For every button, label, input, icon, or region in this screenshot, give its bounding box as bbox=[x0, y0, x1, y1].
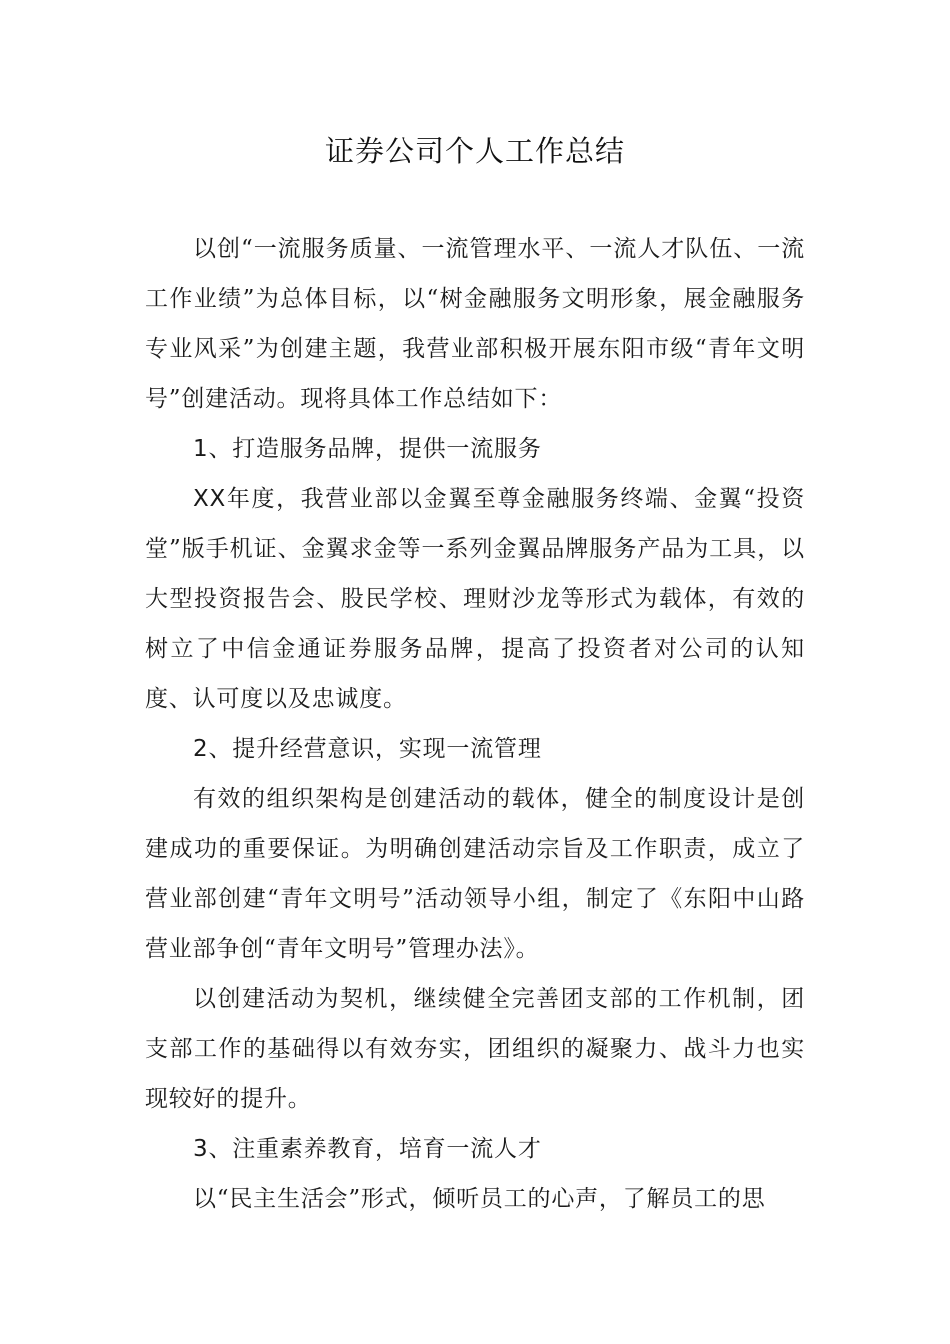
section-1-paragraph bbox=[145, 474, 805, 724]
section-1-number: 1 bbox=[193, 436, 209, 462]
section-1-heading-text: 、打造服务品牌，提供一流服务 bbox=[208, 436, 542, 462]
section-2-heading bbox=[145, 724, 805, 774]
section-1-heading bbox=[145, 424, 805, 474]
section-2-heading-text: 、提升经营意识，实现一流管理 bbox=[208, 736, 542, 762]
section-3-heading-text: 、注重素养教育，培育一流人才 bbox=[208, 1136, 542, 1162]
document-body bbox=[145, 224, 805, 1224]
section-1-paragraph-text: 年度，我营业部以金翼至尊金融服务终端、金翼“投资堂”版手机证、金翼求金等一系列金翼品牌服务产品为工具，以大型投资报告会、股民学校、理财沙龙等形式为载体，有效的树立了中信金通证券服务品牌，提高了投资者对公司的认知度、认可度以及忠诚度。 bbox=[145, 486, 805, 712]
intro-paragraph: 以创“一流服务质量、一流管理水平、一流人才队伍、一流工作业绩”为总体目标，以“树金融服务文明形象，展金融服务专业风采”为创建主题，我营业部积极开展东阳市级“青年文明号”创建活动。现将具体工作总结如下： bbox=[145, 236, 805, 412]
section-3-number: 3 bbox=[193, 1136, 209, 1162]
section-2-paragraph-1: 有效的组织架构是创建活动的载体，健全的制度设计是创建成功的重要保证。为明确创建活动宗旨及工作职责，成立了营业部创建“青年文明号”活动领导小组，制定了《东阳中山路营业部争创“青年文明号”管理办法》。 bbox=[145, 786, 805, 962]
section-1-year-placeholder: XX bbox=[193, 486, 227, 512]
section-3-paragraph-1: 以“民主生活会”形式，倾听员工的心声，了解员工的思 bbox=[193, 1186, 766, 1212]
section-2-paragraph-2: 以创建活动为契机，继续健全完善团支部的工作机制，团支部工作的基础得以有效夯实，团组织的凝聚力、战斗力也实现较好的提升。 bbox=[145, 986, 805, 1112]
document-title: 证券公司个人工作总结 bbox=[324, 134, 625, 168]
section-3-heading bbox=[145, 1124, 805, 1174]
section-2-number: 2 bbox=[193, 736, 209, 762]
